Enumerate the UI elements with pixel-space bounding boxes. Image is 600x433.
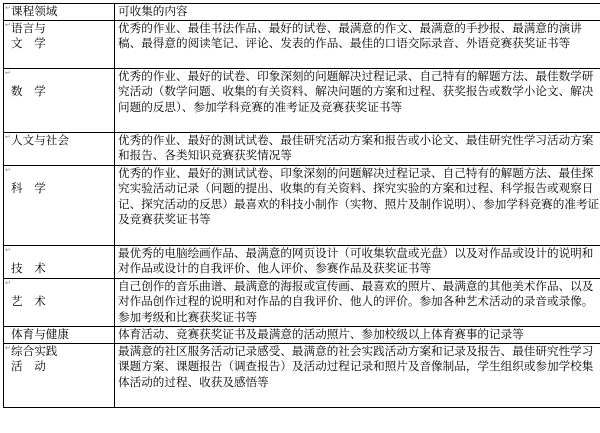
header-domain-label: 课程领域 <box>11 4 58 18</box>
content-text: 优秀的作业、最好的测试试卷、印象深刻的问题解决过程记录、自己特有的解题方法、最佳探究实验活动记录（问题的提出、收集的有关资料、探究实验的方案和过程、科学报告或观察日记、探究活动的反思）最喜欢的科技小制作（实物、照片及制作说明）、参加学科竞赛的准考证及竞赛获奖证书等 <box>118 165 600 226</box>
table-row <box>4 20 600 68</box>
content-text: 优秀的作业、最佳书法作品、最好的试卷、最满意的作文、最满意的手抄报、最满意的演讲稿、最得意的阅读笔记、评论、发表的作品、最佳的口语交际录音、外语竞赛获奖证书等 <box>118 20 582 50</box>
content-text: 优秀的作业、最好的试卷、印象深刻的问题解决过程记录、自己特有的解题方法、最佳数学研究活动（数学问题、收集的有关资料、解决问题的方案和过程、获奖报告或数学小论文、解决问题的反思）、参加学科竞赛的准考证及竞赛获奖证书等 <box>118 68 594 114</box>
content-cell <box>115 245 600 278</box>
table-row <box>4 132 600 165</box>
content-text: 体育活动、竞赛获奖证书及最满意的活动照片、参加校级以上体育赛事的记录等 <box>118 326 524 341</box>
table-row <box>4 165 600 245</box>
content-cell <box>115 343 600 407</box>
table-row <box>4 343 600 407</box>
content-text: 优秀的作业、最好的测试试卷、最佳研究活动方案和报告或小论文、最佳研究性学习活动方案和报告、各类知识竞赛获奖情况等 <box>118 132 594 162</box>
cell-corner-mark: ↵ <box>5 4 11 12</box>
domain-label: 综合实践 活 动 <box>11 343 58 373</box>
cell-corner-mark: ↵ <box>5 68 11 77</box>
cell-corner-mark: ↵ <box>5 165 11 174</box>
domain-label: 技 术 <box>11 261 46 275</box>
domain-cell <box>4 343 115 407</box>
content-text: 自己创作的音乐曲谱、最满意的海报或宣传画、最喜欢的照片、最满意的其他美术作品、以及对作品创作过程的说明和对作品的自我评价、他人的评价。参加各种艺术活动的录音或录像。参加考级和比赛获奖证书等 <box>118 278 594 324</box>
domain-label: 科 学 <box>11 181 46 195</box>
domain-label: 数 学 <box>11 84 46 98</box>
cell-corner-mark: ↵ <box>5 132 11 141</box>
domain-cell <box>4 20 115 68</box>
cell-corner-mark: ↵ <box>5 278 11 287</box>
content-cell <box>115 20 600 68</box>
domain-cell <box>4 326 115 343</box>
content-text: 最满意的社区服务活动记录感受、最满意的社会实践活动方案和记录及报告、最佳研究性学习课题方案、课题报告（调查报告）及活动过程记录和照片及音像制品，学生组织或参加学校集体活动的过程、收获及感悟等 <box>118 343 594 389</box>
domain-cell <box>4 245 115 278</box>
header-content-label: 可收集的内容 <box>118 4 188 18</box>
table-row <box>4 245 600 278</box>
content-cell <box>115 132 600 165</box>
content-cell <box>115 68 600 132</box>
domain-label: 语言与 文 学 <box>11 20 46 50</box>
content-cell <box>115 278 600 326</box>
content-text: 最优秀的电脑绘画作品、最满意的网页设计（可收集软盘或光盘）以及对作品或设计的说明和对作品或设计的自我评价、他人评价、参赛作品及获奖证书等 <box>118 245 594 275</box>
content-cell <box>115 326 600 343</box>
table-row <box>4 68 600 132</box>
header-content-cell <box>115 4 600 21</box>
cell-corner-mark: ↵ <box>5 245 11 254</box>
cell-corner-mark: ↵ <box>5 343 11 352</box>
domain-label: 人文与社会 <box>11 132 69 147</box>
content-cell <box>115 165 600 245</box>
domain-cell <box>4 132 115 165</box>
portfolio-content-table <box>3 3 600 408</box>
table-row <box>4 278 600 326</box>
table-header-row <box>4 4 600 21</box>
domain-cell <box>4 68 115 132</box>
domain-cell <box>4 278 115 326</box>
cell-corner-mark: ↵ <box>5 20 11 29</box>
domain-label: 艺 术 <box>11 294 46 308</box>
domain-cell <box>4 165 115 245</box>
table-row <box>4 326 600 343</box>
header-domain-cell <box>4 4 115 21</box>
domain-label: 体育与健康 <box>11 326 69 341</box>
